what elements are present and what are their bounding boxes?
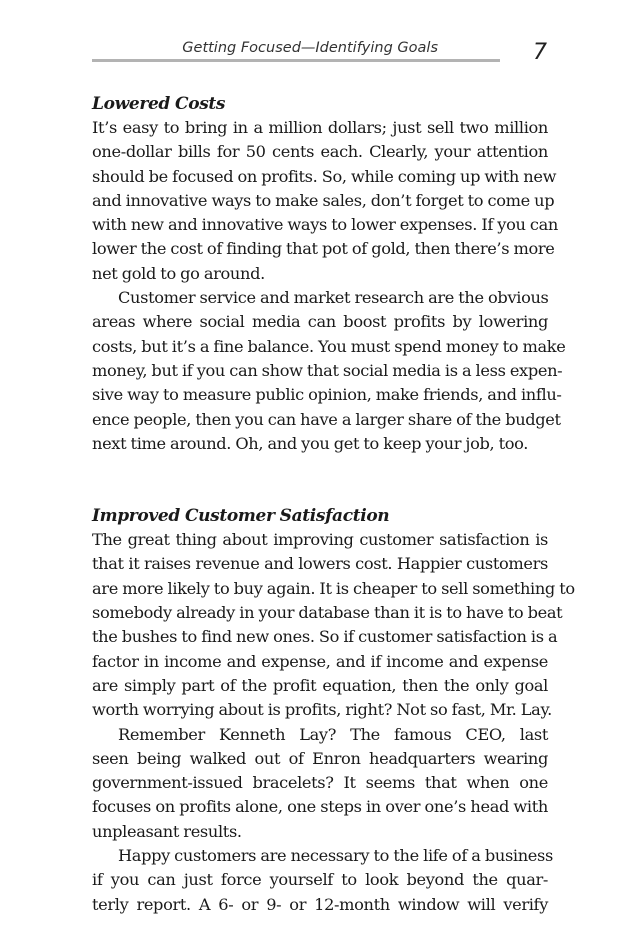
text-line: one-dollar bills for 50 cents each. Clearly, your attention bbox=[92, 142, 548, 162]
text-line: sive way to measure public opinion, make friends, and influ- bbox=[92, 385, 562, 405]
text-line: focuses on profits alone, one steps in over one’s head with bbox=[92, 797, 548, 817]
text-line: next time around. Oh, and you get to keep your job, too. bbox=[92, 433, 529, 453]
text-line: worth worrying about is profits, right? Not so fast, Mr. Lay. bbox=[92, 700, 552, 720]
text-line: net gold to go around. bbox=[92, 263, 265, 283]
text-line: unpleasant results. bbox=[92, 821, 242, 841]
text-line: should be focused on profits. So, while coming up with new bbox=[92, 166, 557, 186]
section bbox=[92, 92, 566, 456]
page-body bbox=[92, 92, 575, 917]
text-line: costs, but it’s a fine balance. You must spend money to make bbox=[92, 336, 566, 356]
page-number: 7 bbox=[533, 40, 547, 65]
section-heading: Improved Customer Satisfaction bbox=[92, 506, 390, 527]
section bbox=[92, 504, 575, 917]
text-line: lower the cost of finding that pot of gold, then there’s more bbox=[92, 239, 555, 259]
running-title: Getting Focused—Identifying Goals bbox=[182, 40, 438, 56]
text-line: Remember Kenneth Lay? The famous CEO, last bbox=[118, 724, 548, 744]
text-line: It’s easy to bring in a million dollars; just sell two million bbox=[92, 118, 548, 137]
text-line: seen being walked out of Enron headquarters wearing bbox=[92, 748, 548, 768]
section-heading: Lowered Costs bbox=[92, 94, 226, 114]
paragraph bbox=[92, 844, 553, 917]
text-line: money, but if you can show that social media is a less expen- bbox=[92, 360, 563, 380]
text-line: factor in income and expense, and if income and expense bbox=[92, 651, 548, 671]
text-line: The great thing about improving customer satisfaction is bbox=[92, 530, 548, 550]
text-line: if you can just force yourself to look beyond the quar- bbox=[92, 870, 548, 890]
text-line: somebody already in your database than it is to have to beat bbox=[92, 603, 563, 623]
paragraph bbox=[92, 116, 558, 286]
text-line: terly report. A 6- or 9- or 12-month window will verify bbox=[92, 894, 548, 914]
paragraph bbox=[92, 286, 566, 456]
text-line: Customer service and market research are the obvious bbox=[118, 288, 549, 308]
text-line: the bushes to find new ones. So if customer satisfaction is a bbox=[92, 627, 558, 647]
text-line: ence people, then you can have a larger share of the budget bbox=[92, 409, 561, 429]
paragraph bbox=[92, 723, 548, 844]
running-head bbox=[92, 38, 500, 62]
paragraph bbox=[92, 528, 575, 722]
text-line: Happy customers are necessary to the life of a business bbox=[118, 846, 553, 866]
text-line: areas where social media can boost profits by lowering bbox=[92, 312, 548, 332]
text-line: with new and innovative ways to lower expenses. If you can bbox=[92, 215, 558, 235]
section-gap bbox=[92, 456, 548, 504]
text-line: that it raises revenue and lowers cost. Happier customers bbox=[92, 554, 548, 574]
text-line: are simply part of the profit equation, then the only goal bbox=[92, 675, 548, 695]
text-line: government-issued bracelets? It seems that when one bbox=[92, 773, 548, 793]
text-line: are more likely to buy again. It is cheaper to sell something to bbox=[92, 578, 575, 598]
text-line: and innovative ways to make sales, don’t forget to come up bbox=[92, 190, 555, 210]
